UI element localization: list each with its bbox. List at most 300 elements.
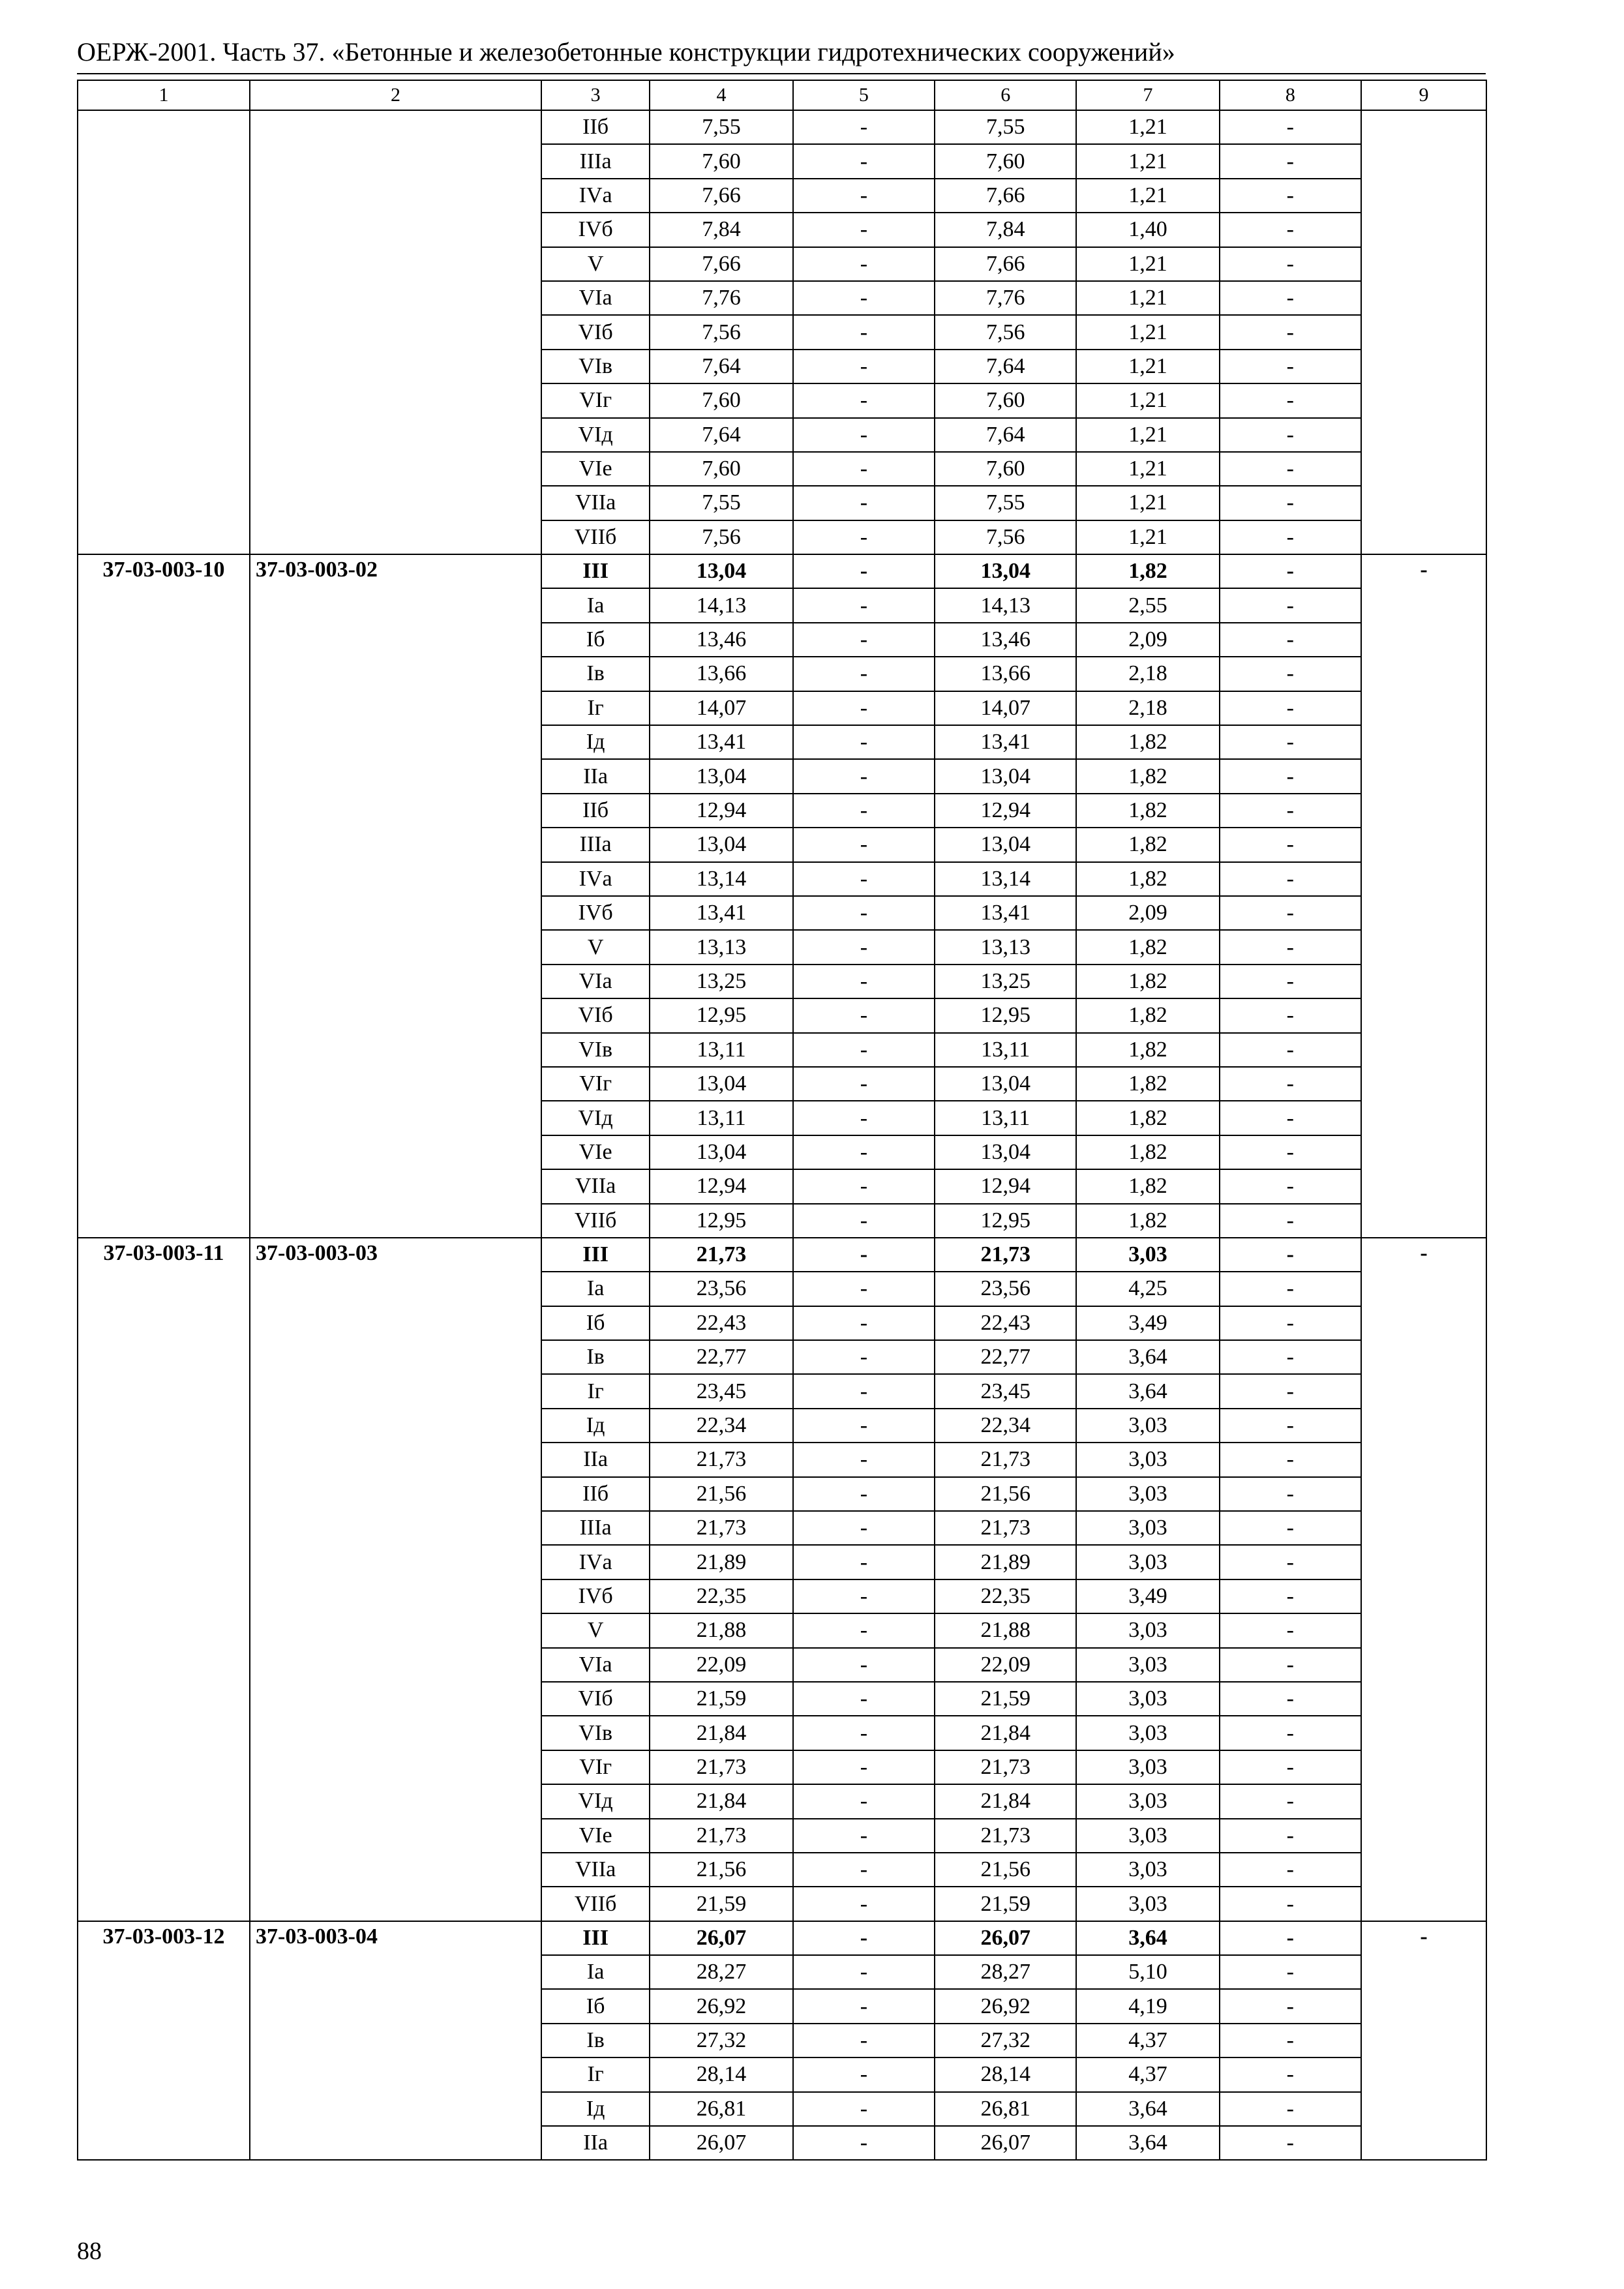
- table-cell: 21,59: [935, 1887, 1076, 1921]
- table-cell: 26,07: [935, 1921, 1076, 1955]
- table-cell: 7,60: [650, 383, 792, 417]
- table-cell: -: [793, 965, 935, 998]
- table-cell: -: [1220, 998, 1361, 1032]
- table-cell: -: [1220, 213, 1361, 247]
- table-cell: -: [793, 1238, 935, 1272]
- table-cell: -: [793, 144, 935, 178]
- table-cell: 14,13: [650, 588, 792, 622]
- table-cell: 13,14: [935, 862, 1076, 896]
- table-cell: -: [793, 588, 935, 622]
- table-row: [78, 110, 1486, 144]
- table-cell: 22,77: [935, 1340, 1076, 1374]
- table-cell: -: [1220, 418, 1361, 452]
- table-cell: 7,66: [935, 179, 1076, 213]
- table-row: [78, 1238, 1486, 1272]
- table-cell: 22,35: [650, 1579, 792, 1613]
- table-cell: -: [793, 1272, 935, 1306]
- table-cell: 12,95: [650, 998, 792, 1032]
- table-cell: 4,19: [1076, 1989, 1219, 2023]
- table-cell: 7,60: [935, 383, 1076, 417]
- table-cell: 7,55: [650, 110, 792, 144]
- table-cell: 21,56: [650, 1477, 792, 1511]
- table-cell: 3,03: [1076, 1238, 1219, 1272]
- table-cell: -: [793, 1306, 935, 1340]
- table-cell: 13,04: [935, 759, 1076, 793]
- table-cell: 1,40: [1076, 213, 1219, 247]
- table-cell: 26,92: [650, 1989, 792, 2023]
- table-cell: VIа: [541, 965, 650, 998]
- table-cell: 3,03: [1076, 1682, 1219, 1716]
- table-cell: VIд: [541, 418, 650, 452]
- table-cell: 26,81: [650, 2092, 792, 2126]
- table-cell: VIIб: [541, 1887, 650, 1921]
- table-row: [78, 554, 1486, 588]
- table-cell: 12,94: [935, 1169, 1076, 1203]
- table-cell: -: [1220, 623, 1361, 657]
- table-cell: 2,55: [1076, 588, 1219, 622]
- table-cell: 3,03: [1076, 1750, 1219, 1784]
- table-cell: 1,82: [1076, 998, 1219, 1032]
- table-cell: 23,45: [935, 1374, 1076, 1408]
- table-cell: 13,46: [650, 623, 792, 657]
- table-cell: -: [793, 1204, 935, 1238]
- rate-code-cell: 37-03-003-10: [78, 554, 250, 1238]
- table-cell: 3,03: [1076, 1443, 1219, 1476]
- rates-table: [77, 80, 1487, 2161]
- table-cell: IVб: [541, 896, 650, 930]
- table-cell: Iа: [541, 1272, 650, 1306]
- table-cell: 13,04: [650, 1067, 792, 1101]
- table-cell: Iг: [541, 2057, 650, 2091]
- table-cell: 7,55: [935, 110, 1076, 144]
- table-cell: -: [1220, 247, 1361, 281]
- column-number-row: [78, 80, 1486, 110]
- table-cell: -: [1220, 1204, 1361, 1238]
- table-cell: 2,09: [1076, 896, 1219, 930]
- table-cell: 23,45: [650, 1374, 792, 1408]
- table-cell: 1,82: [1076, 554, 1219, 588]
- table-cell: 1,82: [1076, 1067, 1219, 1101]
- table-cell: VIд: [541, 1784, 650, 1818]
- table-cell: 7,64: [935, 418, 1076, 452]
- table-cell: 26,81: [935, 2092, 1076, 2126]
- table-cell: -: [793, 1443, 935, 1476]
- table-cell: VIIа: [541, 1853, 650, 1887]
- table-cell: 13,66: [650, 657, 792, 691]
- table-cell: 26,07: [650, 1921, 792, 1955]
- table-cell: 28,14: [650, 2057, 792, 2091]
- table-cell: 12,94: [650, 794, 792, 828]
- table-cell: VIе: [541, 452, 650, 486]
- table-cell: 21,59: [935, 1682, 1076, 1716]
- table-cell: -: [1220, 2024, 1361, 2057]
- table-cell: 2,09: [1076, 623, 1219, 657]
- table-cell: 4,25: [1076, 1272, 1219, 1306]
- table-cell: -: [793, 1750, 935, 1784]
- table-cell: Iд: [541, 2092, 650, 2126]
- table-cell: 21,73: [650, 1443, 792, 1476]
- table-cell: VIв: [541, 1033, 650, 1067]
- table-cell: V: [541, 1613, 650, 1647]
- table-cell: 13,46: [935, 623, 1076, 657]
- table-cell: -: [1220, 554, 1361, 588]
- table-cell: -: [793, 281, 935, 315]
- column-header: 6: [935, 80, 1076, 110]
- table-cell: -: [793, 1819, 935, 1853]
- table-cell: -: [793, 1340, 935, 1374]
- table-cell: -: [1220, 1477, 1361, 1511]
- table-cell: -: [793, 828, 935, 861]
- table-header: [78, 80, 1486, 110]
- table-cell: 1,21: [1076, 144, 1219, 178]
- table-cell: 13,25: [935, 965, 1076, 998]
- table-cell: IIIа: [541, 144, 650, 178]
- column-header: 4: [650, 80, 792, 110]
- table-cell: -: [1220, 1511, 1361, 1545]
- table-cell: -: [1220, 1921, 1361, 1955]
- table-cell: -: [1220, 1272, 1361, 1306]
- table-cell: 13,41: [935, 896, 1076, 930]
- table-cell: 7,84: [650, 213, 792, 247]
- table-cell: IIIа: [541, 828, 650, 861]
- table-cell: V: [541, 247, 650, 281]
- table-cell: 3,03: [1076, 1477, 1219, 1511]
- table-cell: 13,11: [650, 1033, 792, 1067]
- table-cell: -: [793, 1887, 935, 1921]
- table-cell: 13,04: [935, 828, 1076, 861]
- table-cell: VIв: [541, 1716, 650, 1750]
- table-cell: 4,37: [1076, 2024, 1219, 2057]
- table-cell: 22,35: [935, 1579, 1076, 1613]
- table-cell: 1,82: [1076, 1101, 1219, 1135]
- table-cell: 1,82: [1076, 1204, 1219, 1238]
- table-cell: -: [793, 110, 935, 144]
- table-cell: IIб: [541, 110, 650, 144]
- table-cell: 7,76: [935, 281, 1076, 315]
- table-cell: 22,09: [935, 1648, 1076, 1682]
- table-cell: 21,84: [650, 1716, 792, 1750]
- base-code-cell: 37-03-003-04: [250, 1921, 541, 2161]
- table-cell: -: [1220, 1067, 1361, 1101]
- table-cell: 1,82: [1076, 1135, 1219, 1169]
- table-cell: 21,59: [650, 1887, 792, 1921]
- table-cell: 27,32: [935, 2024, 1076, 2057]
- table-cell: IVа: [541, 862, 650, 896]
- base-code-cell: 37-03-003-02: [250, 554, 541, 1238]
- table-cell: 27,32: [650, 2024, 792, 2057]
- table-cell: 13,41: [935, 725, 1076, 759]
- table-cell: -: [1220, 1306, 1361, 1340]
- table-cell: 13,13: [935, 930, 1076, 964]
- table-cell: VIб: [541, 315, 650, 349]
- table-cell: -: [793, 1169, 935, 1203]
- table-cell: -: [1220, 1374, 1361, 1408]
- table-cell: -: [793, 1989, 935, 2023]
- table-cell: -: [1220, 315, 1361, 349]
- table-cell: -: [1220, 1750, 1361, 1784]
- table-cell: 21,73: [935, 1750, 1076, 1784]
- table-cell: -: [793, 383, 935, 417]
- table-cell: -: [1220, 1819, 1361, 1853]
- table-cell: -: [1220, 759, 1361, 793]
- table-cell: IVб: [541, 213, 650, 247]
- table-cell: -: [1220, 794, 1361, 828]
- table-cell: -: [793, 1853, 935, 1887]
- table-cell: 3,03: [1076, 1716, 1219, 1750]
- table-cell: -: [1220, 1853, 1361, 1887]
- table-cell: -: [1220, 2057, 1361, 2091]
- table-cell: -: [793, 1955, 935, 1989]
- table-cell: -: [793, 1682, 935, 1716]
- table-cell: 21,56: [935, 1477, 1076, 1511]
- table-cell: -: [793, 486, 935, 520]
- table-cell: VIе: [541, 1135, 650, 1169]
- table-cell: 1,82: [1076, 1033, 1219, 1067]
- table-cell: -: [793, 1477, 935, 1511]
- table-cell: VIг: [541, 1067, 650, 1101]
- table-cell: -: [793, 657, 935, 691]
- table-cell: -: [793, 1511, 935, 1545]
- table-cell: 21,73: [650, 1750, 792, 1784]
- table-cell: -: [793, 2092, 935, 2126]
- table-cell: 3,03: [1076, 1409, 1219, 1443]
- table-cell: 2,18: [1076, 691, 1219, 725]
- table-cell: VIIа: [541, 486, 650, 520]
- table-row: [78, 1921, 1486, 1955]
- table-cell: -: [793, 1101, 935, 1135]
- table-cell: 13,04: [935, 554, 1076, 588]
- table-cell: 13,13: [650, 930, 792, 964]
- table-cell: 21,73: [650, 1511, 792, 1545]
- table-cell: 7,76: [650, 281, 792, 315]
- base-code-cell: 37-03-003-03: [250, 1238, 541, 1921]
- table-cell: 13,11: [935, 1101, 1076, 1135]
- table-cell: -: [793, 725, 935, 759]
- table-cell: -: [793, 213, 935, 247]
- table-cell: 1,21: [1076, 520, 1219, 554]
- table-cell: 1,21: [1076, 247, 1219, 281]
- table-cell: Iв: [541, 1340, 650, 1374]
- table-cell: -: [793, 623, 935, 657]
- table-cell: III: [541, 554, 650, 588]
- table-cell: 22,34: [650, 1409, 792, 1443]
- table-cell: 7,64: [650, 350, 792, 383]
- table-cell: 7,60: [935, 144, 1076, 178]
- table-cell: -: [1220, 1613, 1361, 1647]
- table-cell: 3,03: [1076, 1819, 1219, 1853]
- table-cell: IIа: [541, 2126, 650, 2160]
- table-cell: 3,64: [1076, 1340, 1219, 1374]
- column-9-cell: -: [1361, 1921, 1486, 2161]
- table-cell: 3,03: [1076, 1511, 1219, 1545]
- table-cell: 1,21: [1076, 110, 1219, 144]
- table-cell: -: [1220, 1716, 1361, 1750]
- table-cell: -: [793, 1374, 935, 1408]
- table-cell: VIб: [541, 998, 650, 1032]
- column-header: 7: [1076, 80, 1219, 110]
- table-cell: -: [1220, 1443, 1361, 1476]
- table-cell: 21,88: [650, 1613, 792, 1647]
- table-cell: -: [1220, 2126, 1361, 2160]
- table-cell: -: [793, 1784, 935, 1818]
- table-cell: IIIа: [541, 1511, 650, 1545]
- page-number: 88: [77, 2237, 102, 2265]
- table-cell: -: [1220, 1033, 1361, 1067]
- table-cell: -: [793, 2024, 935, 2057]
- table-cell: -: [1220, 1887, 1361, 1921]
- table-cell: 21,73: [935, 1238, 1076, 1272]
- table-cell: -: [1220, 1579, 1361, 1613]
- table-cell: 3,03: [1076, 1853, 1219, 1887]
- table-cell: 22,34: [935, 1409, 1076, 1443]
- rate-code-cell: [78, 110, 250, 554]
- table-cell: 7,60: [650, 144, 792, 178]
- table-cell: Iа: [541, 1955, 650, 1989]
- table-cell: -: [1220, 1135, 1361, 1169]
- table-cell: 13,11: [650, 1101, 792, 1135]
- table-cell: -: [793, 1067, 935, 1101]
- table-cell: III: [541, 1921, 650, 1955]
- table-cell: -: [793, 520, 935, 554]
- table-cell: VIг: [541, 1750, 650, 1784]
- table-cell: IVб: [541, 1579, 650, 1613]
- table-cell: 12,95: [650, 1204, 792, 1238]
- table-cell: 7,60: [650, 452, 792, 486]
- table-cell: -: [793, 1648, 935, 1682]
- table-cell: -: [1220, 110, 1361, 144]
- table-cell: -: [793, 1033, 935, 1067]
- table-cell: V: [541, 930, 650, 964]
- table-cell: 1,21: [1076, 350, 1219, 383]
- table-cell: 1,21: [1076, 179, 1219, 213]
- table-cell: -: [1220, 1784, 1361, 1818]
- table-cell: 21,73: [935, 1819, 1076, 1853]
- table-cell: 13,14: [650, 862, 792, 896]
- table-cell: 1,82: [1076, 794, 1219, 828]
- table-cell: 7,66: [650, 179, 792, 213]
- table-cell: -: [1220, 144, 1361, 178]
- header-rule: [77, 73, 1486, 74]
- table-cell: VIб: [541, 1682, 650, 1716]
- table-cell: 22,43: [650, 1306, 792, 1340]
- table-cell: 1,82: [1076, 1169, 1219, 1203]
- table-cell: -: [1220, 281, 1361, 315]
- table-cell: 14,07: [935, 691, 1076, 725]
- table-cell: 21,56: [650, 1853, 792, 1887]
- table-cell: -: [793, 896, 935, 930]
- table-cell: 7,55: [935, 486, 1076, 520]
- table-cell: 22,77: [650, 1340, 792, 1374]
- column-header: 1: [78, 80, 250, 110]
- document-header: ОЕРЖ-2001. Часть 37. «Бетонные и железобетонные конструкции гидротехнических сооружений»: [77, 37, 1175, 67]
- table-cell: -: [793, 998, 935, 1032]
- table-cell: -: [793, 2126, 935, 2160]
- table-cell: -: [793, 315, 935, 349]
- column-header: 8: [1220, 80, 1361, 110]
- table-body: [78, 110, 1486, 2160]
- table-cell: -: [793, 1613, 935, 1647]
- table-cell: 1,82: [1076, 862, 1219, 896]
- table-cell: IVа: [541, 1545, 650, 1579]
- table-cell: 7,66: [650, 247, 792, 281]
- table-cell: -: [793, 179, 935, 213]
- column-9-cell: -: [1361, 554, 1486, 1238]
- table-cell: -: [1220, 1545, 1361, 1579]
- table-cell: -: [1220, 896, 1361, 930]
- table-cell: 1,82: [1076, 930, 1219, 964]
- table-cell: -: [1220, 486, 1361, 520]
- table-cell: 3,64: [1076, 1374, 1219, 1408]
- table-cell: -: [1220, 350, 1361, 383]
- table-cell: 26,92: [935, 1989, 1076, 2023]
- table-cell: 14,07: [650, 691, 792, 725]
- table-cell: 3,64: [1076, 2126, 1219, 2160]
- table-cell: -: [1220, 1409, 1361, 1443]
- table-cell: -: [1220, 691, 1361, 725]
- table-cell: -: [793, 350, 935, 383]
- table-cell: Iг: [541, 691, 650, 725]
- table-cell: -: [793, 1545, 935, 1579]
- table-cell: -: [1220, 588, 1361, 622]
- table-cell: 1,21: [1076, 452, 1219, 486]
- table-cell: -: [793, 691, 935, 725]
- table-cell: 1,21: [1076, 486, 1219, 520]
- table-cell: 12,94: [935, 794, 1076, 828]
- table-cell: 21,84: [935, 1716, 1076, 1750]
- table-cell: -: [1220, 520, 1361, 554]
- rate-code-cell: 37-03-003-12: [78, 1921, 250, 2161]
- table-cell: Iб: [541, 1989, 650, 2023]
- table-cell: -: [793, 862, 935, 896]
- column-9-cell: [1361, 110, 1486, 554]
- table-cell: 7,66: [935, 247, 1076, 281]
- column-header: 9: [1361, 80, 1486, 110]
- table-cell: 4,37: [1076, 2057, 1219, 2091]
- table-cell: Iб: [541, 1306, 650, 1340]
- table-cell: -: [793, 452, 935, 486]
- table-cell: VIв: [541, 350, 650, 383]
- table-cell: -: [793, 759, 935, 793]
- table-cell: -: [1220, 930, 1361, 964]
- table-cell: 1,21: [1076, 418, 1219, 452]
- column-header: 2: [250, 80, 541, 110]
- table-cell: -: [793, 930, 935, 964]
- table-cell: 13,41: [650, 725, 792, 759]
- column-header: 5: [793, 80, 935, 110]
- table-cell: -: [1220, 2092, 1361, 2126]
- table-cell: -: [1220, 725, 1361, 759]
- table-cell: -: [1220, 179, 1361, 213]
- table-cell: 13,11: [935, 1033, 1076, 1067]
- table-cell: -: [1220, 1648, 1361, 1682]
- table-cell: 13,66: [935, 657, 1076, 691]
- table-cell: 21,73: [650, 1819, 792, 1853]
- table-cell: 28,14: [935, 2057, 1076, 2091]
- table-cell: 1,82: [1076, 759, 1219, 793]
- table-cell: 21,73: [935, 1443, 1076, 1476]
- table-cell: 3,03: [1076, 1887, 1219, 1921]
- table-cell: 3,49: [1076, 1306, 1219, 1340]
- table-cell: -: [793, 554, 935, 588]
- table-cell: Iв: [541, 657, 650, 691]
- table-cell: 12,94: [650, 1169, 792, 1203]
- table-cell: 21,56: [935, 1853, 1076, 1887]
- table-cell: 22,09: [650, 1648, 792, 1682]
- table-cell: III: [541, 1238, 650, 1272]
- table-cell: 21,88: [935, 1613, 1076, 1647]
- table-cell: 1,21: [1076, 281, 1219, 315]
- table-cell: VIе: [541, 1819, 650, 1853]
